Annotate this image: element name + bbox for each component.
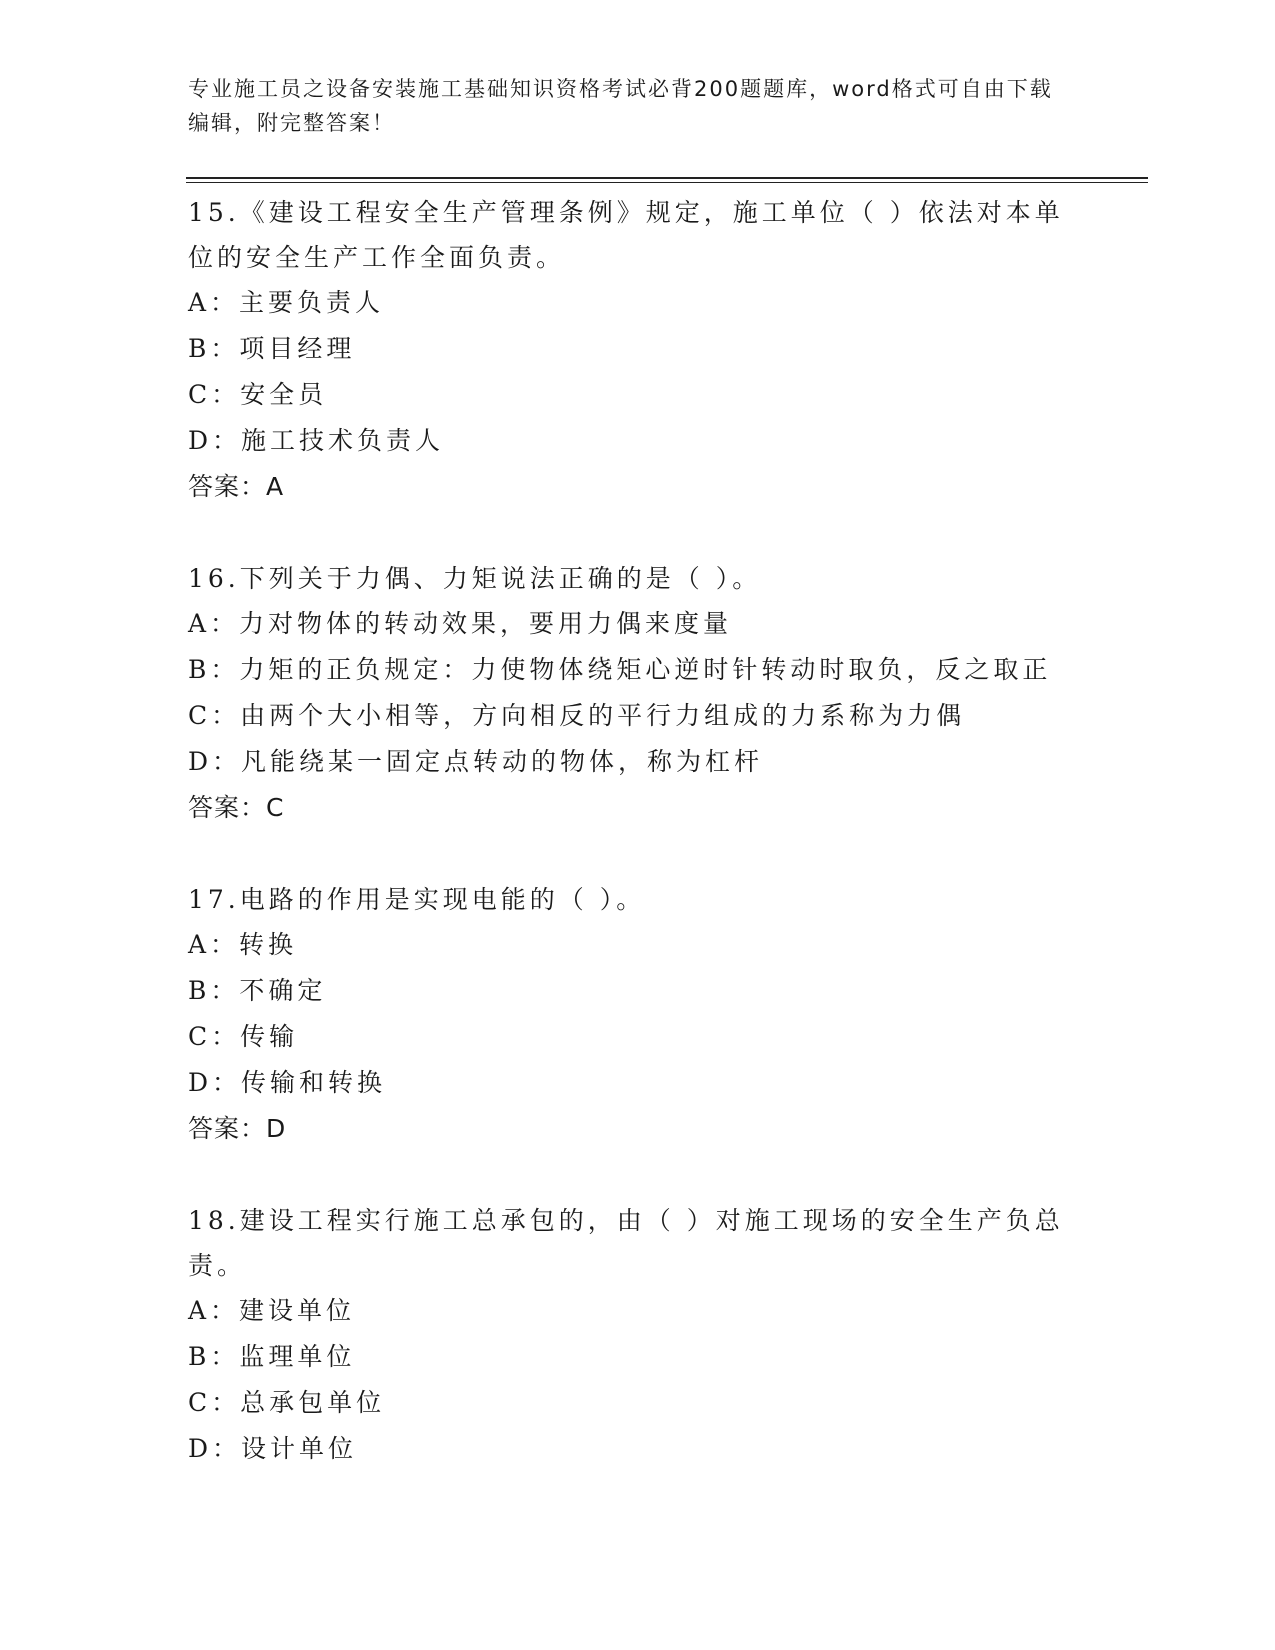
option-c: C：由两个大小相等，方向相反的平行力组成的力系称为力偶 — [188, 701, 966, 730]
answer: 答案：A — [188, 472, 285, 501]
option-d: D：设计单位 — [188, 1434, 358, 1463]
answer: 答案：C — [188, 793, 285, 822]
option-c: C：安全员 — [188, 380, 328, 409]
question-stem: 17.电路的作用是实现电能的（ ）。 — [188, 885, 646, 914]
option-b: B：项目经理 — [188, 334, 356, 363]
option-a: A：主要负责人 — [188, 288, 385, 317]
option-d: D：传输和转换 — [188, 1068, 387, 1097]
question-17 — [188, 877, 1088, 1152]
option-d: D：凡能绕某一固定点转动的物体，称为杠杆 — [188, 747, 764, 776]
header-rule-thin — [186, 182, 1148, 183]
document-header: 专业施工员之设备安装施工基础知识资格考试必背200题题库，word格式可自由下载编辑，附完整答案！ — [188, 77, 1053, 135]
option-c: C：总承包单位 — [188, 1388, 386, 1417]
question-stem: 18.建设工程实行施工总承包的，由（ ）对施工现场的安全生产负总责。 — [188, 1206, 1064, 1280]
option-d: D：施工技术负责人 — [188, 426, 445, 455]
option-b: B：不确定 — [188, 976, 327, 1005]
option-c: C：传输 — [188, 1022, 299, 1051]
question-stem: 16.下列关于力偶、力矩说法正确的是（ ）。 — [188, 564, 762, 593]
question-list — [188, 190, 1088, 1518]
header-rule-thick — [186, 177, 1148, 179]
answer: 答案：D — [188, 1114, 287, 1143]
question-18 — [188, 1198, 1088, 1472]
option-b: B：监理单位 — [188, 1342, 356, 1371]
question-stem: 15.《建设工程安全生产管理条例》规定，施工单位（ ）依法对本单位的安全生产工作全面负责。 — [188, 198, 1064, 272]
option-b: B：力矩的正负规定：力使物体绕矩心逆时针转动时取负，反之取正 — [188, 655, 1052, 684]
question-15 — [188, 190, 1088, 510]
option-a: A：建设单位 — [188, 1296, 356, 1325]
question-16 — [188, 556, 1088, 831]
option-a: A：力对物体的转动效果，要用力偶来度量 — [188, 609, 733, 638]
option-a: A：转换 — [188, 930, 298, 959]
